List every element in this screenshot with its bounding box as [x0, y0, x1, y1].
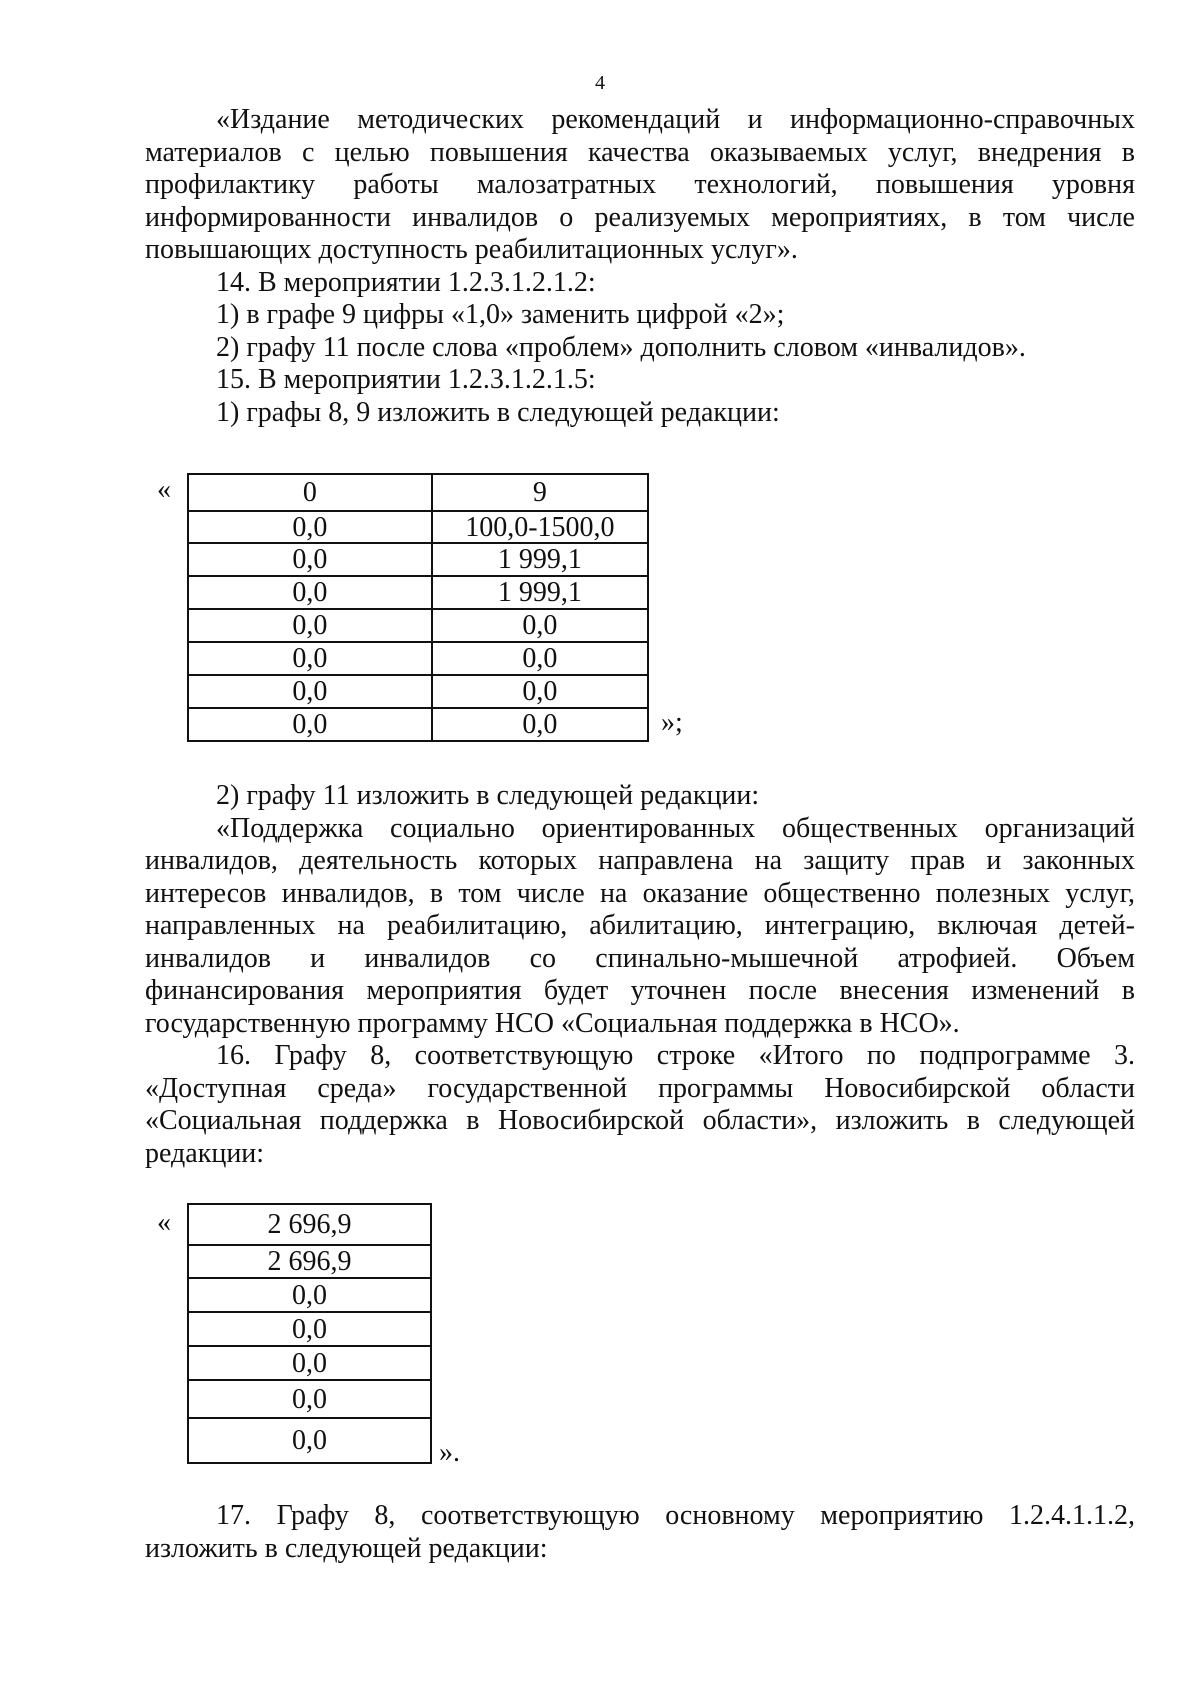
table-cell: 0,0: [188, 1380, 431, 1418]
table-row: [188, 1418, 431, 1463]
table-cell: 2 696,9: [188, 1204, 431, 1245]
quoted-paragraph-2: «Поддержка социально ориентированных общественных организаций инвалидов, деятельность которых направлена на защиту прав и законных интересов инвалидов, в том числе на оказание общественно полезных услуг, направленных на реабилитацию, абилитацию, интеграцию, включая детей-инвалидов и инвалидов со спинально-мышечной атрофией. Объем финансирования мероприятия будет уточнен после внесения изменений в государственную программу НСО «Социальная поддержка в НСО».: [145, 812, 1135, 1039]
table-cell: 0,0: [432, 609, 648, 642]
table-cell: 0,0: [188, 576, 432, 609]
table-row: [188, 642, 648, 675]
table-cell: 0,0: [188, 511, 432, 543]
item-16: 16. Графу 8, соответствующую строке «Итого по подпрограмме 3. «Доступная среда» государственной программы Новосибирской области «Социальная поддержка в Новосибирской области», изложить в следующей редакции:: [145, 1040, 1135, 1169]
table-row: [188, 543, 648, 576]
table-cell: 1 999,1: [432, 576, 648, 609]
table-cell: 0,0: [188, 675, 432, 708]
item-15: 15. В мероприятии 1.2.3.1.2.1.5:: [216, 364, 596, 395]
item-14-2: 2) графу 11 после слова «проблем» дополнить словом «инвалидов».: [216, 331, 1026, 363]
table-cell: 100,0-1500,0: [432, 511, 648, 543]
table-cell: 0,0: [188, 708, 432, 741]
table-row: [188, 1204, 431, 1245]
table-row: [188, 511, 648, 543]
item-15-2: 2) графу 11 изложить в следующей редакции:: [216, 780, 760, 811]
table-row: [188, 708, 648, 741]
page-number: 4: [595, 72, 605, 94]
table-cell: 0,0: [188, 1346, 431, 1380]
table-row: [188, 609, 648, 642]
table-cell: 0,0: [188, 1312, 431, 1346]
table-row: [188, 1278, 431, 1312]
text-block-1: [145, 104, 1135, 429]
text-block-2: [145, 780, 1135, 1170]
table-row: [188, 675, 648, 708]
table-cell: 0,0: [432, 708, 648, 741]
table-1: [187, 473, 649, 742]
quoted-paragraph: «Издание методических рекомендаций и информационно-справочных материалов с целью повышения качества оказываемых услуг, внедрения в профилактику работы малозатратных технологий, повышения уровня информированности инвалидов о реализуемых мероприятиях, в том числе повышающих доступность реабилитационных услуг».: [145, 104, 1135, 265]
item-14-1: 1) в графе 9 цифры «1,0» заменить цифрой «2»;: [216, 299, 785, 330]
table-row: [188, 1380, 431, 1418]
table-row: [188, 1312, 431, 1346]
item-17: 17. Графу 8, соответствующую основному мероприятию 1.2.4.1.1.2, изложить в следующей редакции:: [145, 1500, 1135, 1564]
table2-close-quote: ».: [439, 1437, 460, 1468]
table-cell: 0,0: [188, 642, 432, 675]
table-cell: 2 696,9: [188, 1245, 431, 1278]
table2-open-quote: «: [157, 1207, 171, 1238]
table-cell: 0,0: [188, 543, 432, 576]
table-cell: 0,0: [432, 675, 648, 708]
table-2: [187, 1203, 432, 1464]
table-cell: 0,0: [188, 1418, 431, 1463]
table-cell: 9: [432, 474, 648, 511]
item-15-1: 1) графы 8, 9 изложить в следующей редакции:: [216, 396, 780, 428]
item-14: 14. В мероприятии 1.2.3.1.2.1.2:: [216, 266, 596, 298]
table1-close-quote: »;: [661, 707, 683, 738]
table-cell: 1 999,1: [432, 543, 648, 576]
table1-open-quote: «: [157, 474, 171, 505]
text-block-3: [145, 1500, 1135, 1565]
table-cell: 0: [188, 474, 432, 511]
table-cell: 0,0: [432, 642, 648, 675]
table-row: [188, 1346, 431, 1380]
table-cell: 0,0: [188, 1278, 431, 1312]
table-row: [188, 576, 648, 609]
table-row: [188, 474, 648, 511]
table-cell: 0,0: [188, 609, 432, 642]
table-row: [188, 1245, 431, 1278]
